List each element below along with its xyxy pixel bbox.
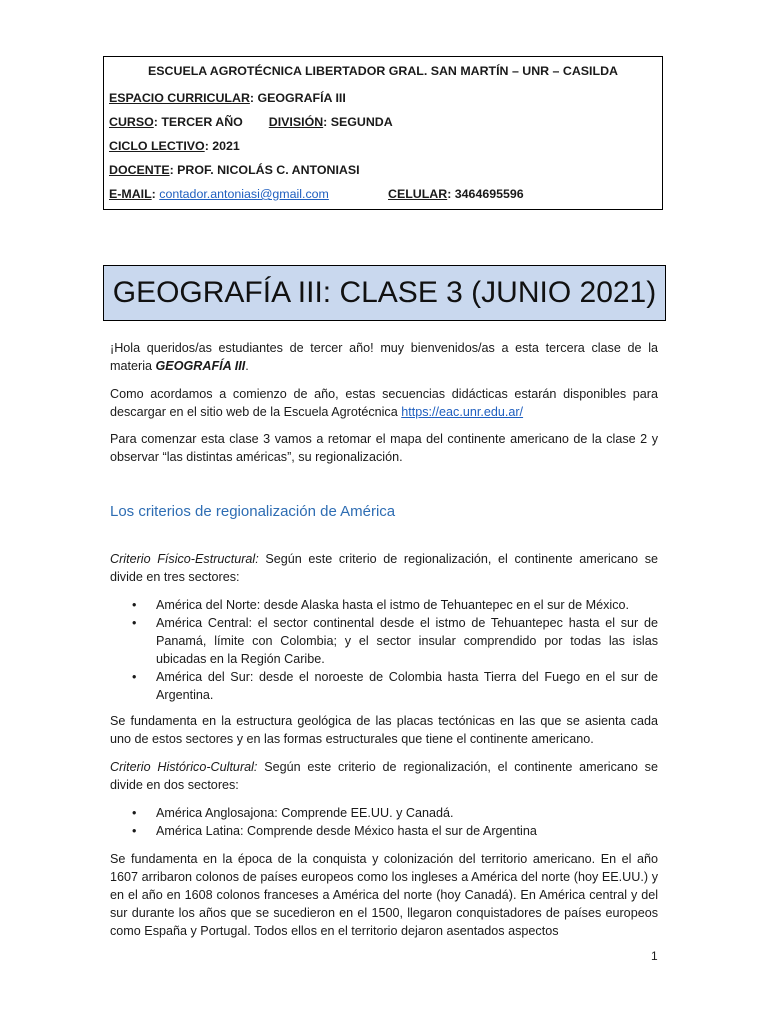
intro-p3-text: Para comenzar esta clase 3 vamos a retomar el mapa del continente americano de la clase 2 y observar “las distintas américas”, su regionalización. bbox=[110, 432, 658, 464]
intro-p1-subject: GEOGRAFÍA III bbox=[155, 359, 246, 373]
curso-value: : TERCER AÑO bbox=[153, 115, 243, 129]
email-separator: : bbox=[151, 187, 160, 201]
list-item-text: América Anglosajona: Comprende EE.UU. y Canadá. bbox=[156, 806, 454, 820]
list-item-text: América Central: el sector continental desde el istmo de Tehuantepec hasta el sur de Panamá, límite con Colombia; y el sector insular comprendido por todas las islas ubicadas en la Región Caribe. bbox=[156, 616, 658, 666]
fisico-bullet-list bbox=[110, 596, 658, 704]
intro-p1-text: ¡Hola queridos/as estudiantes de tercer año! muy bienvenidos/as a esta tercera clase de la materia bbox=[110, 341, 658, 373]
section-heading: Los criterios de regionalización de América bbox=[110, 503, 396, 520]
celular-group bbox=[388, 187, 524, 201]
header-info-box bbox=[103, 56, 663, 210]
list-item-text: América Latina: Comprende desde México hasta el sur de Argentina bbox=[156, 824, 537, 838]
historico-fundamento: Se fundamenta en la época de la conquista y colonización del territorio americano. En el año 1607 arribaron colonos de países europeos como los ingleses a América del norte (hoy EE.UU.) y en el año en 1608 colonos franceses a América del norte (hoy Canadá). En América central y del sur durante los años que se sucedieron en el 1500, llegaron conquistadores de países europeos como España y Portugal. Todos ellos en el territorio dejaron asentados aspectos bbox=[110, 852, 658, 938]
document-title-box bbox=[103, 265, 666, 321]
page-number: 1 bbox=[651, 949, 658, 963]
intro-paragraph-1 bbox=[110, 339, 658, 375]
historico-text: Según este criterio de regionalización, el continente americano se divide en dos sectores: bbox=[110, 760, 658, 792]
ciclo-label: CICLO LECTIVO bbox=[109, 139, 205, 153]
espacio-label: ESPACIO CURRICULAR bbox=[109, 91, 250, 105]
list-item-text: América del Sur: desde el noroeste de Colombia hasta Tierra del Fuego en el sur de Argentina. bbox=[156, 670, 658, 702]
ciclo-value: : 2021 bbox=[204, 139, 240, 153]
bullet-icon: • bbox=[132, 806, 137, 820]
intro-paragraph-2 bbox=[110, 385, 658, 421]
contact-line bbox=[109, 187, 657, 201]
list-item bbox=[110, 596, 658, 614]
bullet-icon: • bbox=[132, 616, 137, 630]
list-item bbox=[110, 804, 658, 822]
ciclo-line bbox=[109, 139, 240, 153]
espacio-line bbox=[109, 91, 346, 105]
historico-label: Criterio Histórico-Cultural: bbox=[110, 760, 258, 774]
historico-intro bbox=[110, 758, 658, 794]
email-link[interactable]: contador.antoniasi@gmail.com bbox=[159, 187, 329, 201]
docente-label: DOCENTE bbox=[109, 163, 170, 177]
bullet-icon: • bbox=[132, 670, 137, 684]
docente-value: : PROF. NICOLÁS C. ANTONIASI bbox=[169, 163, 360, 177]
fisico-text: Según este criterio de regionalización, el continente americano se divide en tres sectores: bbox=[110, 552, 658, 584]
celular-value: : 3464695596 bbox=[447, 187, 524, 201]
intro-p1-end: . bbox=[245, 359, 249, 373]
document-title: GEOGRAFÍA III: CLASE 3 (JUNIO 2021) bbox=[112, 276, 657, 309]
intro-p2-text: Como acordamos a comienzo de año, estas secuencias didácticas estarán disponibles para descargar en el sitio web de la Escuela Agrotécnica bbox=[110, 387, 658, 419]
bullet-icon: • bbox=[132, 598, 137, 612]
espacio-value: : GEOGRAFÍA III bbox=[249, 91, 346, 105]
division-value: : SEGUNDA bbox=[323, 115, 393, 129]
fisico-intro bbox=[110, 550, 658, 586]
curso-label: CURSO bbox=[109, 115, 154, 129]
division-label: DIVISIÓN bbox=[268, 115, 324, 129]
fisico-fundamento: Se fundamenta en la estructura geológica de las placas tectónicas en las que se asienta cada uno de estos sectores y en las formas estructurales que tiene el continente americano. bbox=[110, 714, 658, 746]
historico-bullet-list bbox=[110, 804, 658, 840]
intro-paragraph-3 bbox=[110, 430, 658, 466]
school-website-link[interactable]: https://eac.unr.edu.ar/ bbox=[401, 405, 524, 419]
list-item-text: América del Norte: desde Alaska hasta el istmo de Tehuantepec en el sur de México. bbox=[156, 598, 629, 612]
docente-line bbox=[109, 163, 360, 177]
list-item bbox=[110, 822, 658, 840]
fisico-label: Criterio Físico-Estructural: bbox=[110, 552, 259, 566]
bullet-icon: • bbox=[132, 824, 137, 838]
curso-line bbox=[109, 115, 393, 129]
list-item bbox=[110, 668, 658, 704]
list-item bbox=[110, 614, 658, 668]
celular-label: CELULAR bbox=[388, 187, 448, 201]
email-label: E-MAIL bbox=[109, 187, 152, 201]
school-name: ESCUELA AGROTÉCNICA LIBERTADOR GRAL. SAN MARTÍN – UNR – CASILDA bbox=[148, 64, 618, 78]
